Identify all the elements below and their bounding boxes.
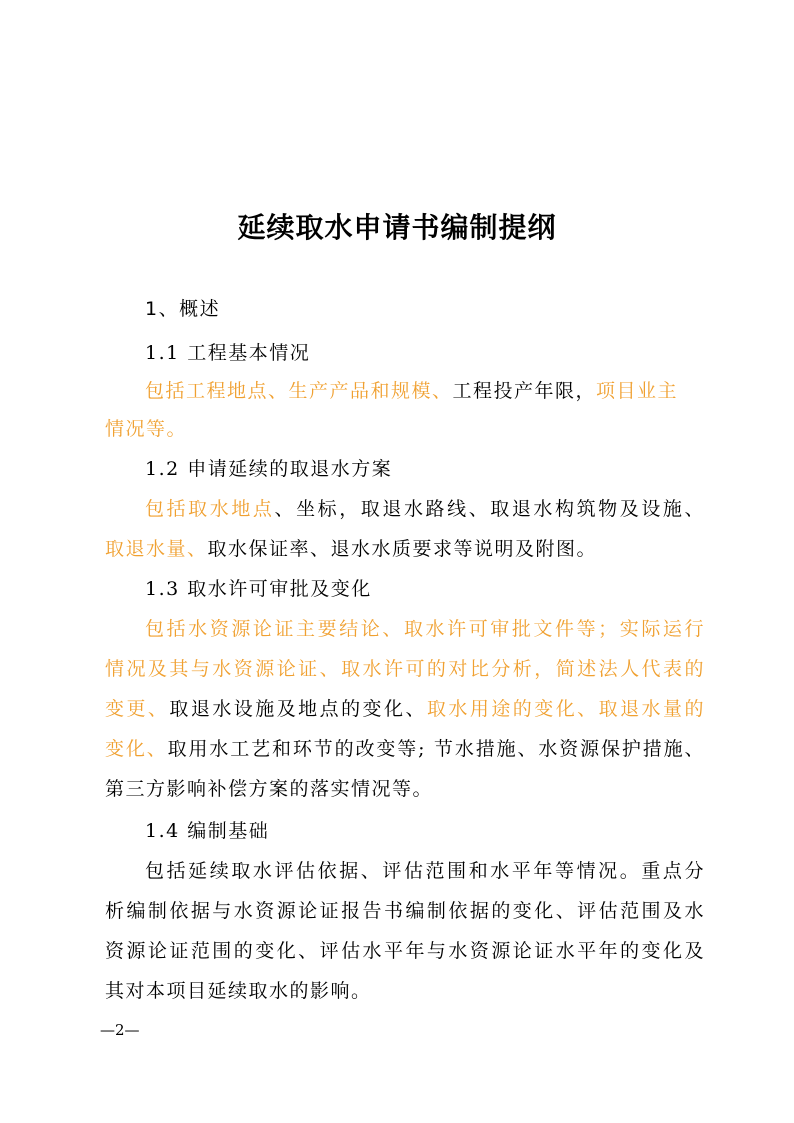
section-1-2-heading: 1.2 申请延续的取退水方案 — [145, 458, 393, 480]
section-1-4-line-1: 包括延续取水评估依据、评估范围和水平年等情况。重点分 — [145, 860, 705, 882]
section-1-2-line-1 — [145, 492, 705, 526]
highlighted-text: 包括取水地点 — [145, 498, 275, 520]
body-text: 工程投产年限， — [452, 380, 597, 402]
section-1-heading: 1、概述 — [145, 298, 221, 320]
document-title: 延续取水申请书编制提纲 — [237, 211, 557, 244]
section-1-1-line-1 — [145, 374, 705, 408]
section-1-4-heading: 1.4 编制基础 — [145, 820, 270, 842]
section-1-4-line-2: 析编制依据与水资源论证报告书编制依据的变化、评估范围及水 — [105, 900, 705, 922]
section-1-3-line-4 — [105, 732, 705, 766]
section-1-4-line-4: 其对本项目延续取水的影响。 — [105, 980, 372, 1002]
section-1-4-line-3: 资源论证范围的变化、评估水平年与水资源论证水平年的变化及 — [105, 940, 705, 962]
section-1-3-line-1: 包括水资源论证主要结论、取水许可审批文件等；实际运行 — [145, 618, 705, 640]
highlighted-text: 取水用途的变化、取退水量的 — [426, 698, 705, 720]
body-text: 取退水设施及地点的变化、 — [169, 698, 427, 720]
body-text: 取用水工艺和环节的改变等; 节水措施、水资源保护措施、 — [167, 738, 705, 760]
highlighted-text: 包括工程地点、生产产品和规模、 — [145, 380, 453, 402]
body-text: 、坐标，取退水路线、取退水构筑物及设施、 — [274, 498, 705, 520]
body-text: 取水保证率、退水水质要求等说明及附图。 — [207, 538, 598, 560]
section-1-3-line-3 — [105, 692, 705, 726]
page-number: —2— — [100, 1021, 140, 1039]
section-1-3-line-5: 第三方影响补偿方案的落实情况等。 — [105, 778, 434, 800]
highlighted-text: 取退水量、 — [105, 538, 208, 560]
section-1-1-heading: 1.1 工程基本情况 — [145, 342, 311, 364]
section-1-1-line-2 — [105, 412, 705, 446]
section-1-2-line-2 — [105, 532, 705, 566]
highlighted-text: 项目业主 — [596, 380, 679, 402]
highlighted-text: 变更、 — [105, 698, 170, 720]
section-1-3-heading: 1.3 取水许可审批及变化 — [145, 578, 372, 600]
highlighted-text: 变化、 — [105, 738, 168, 760]
section-1-3-line-2: 情况及其与水资源论证、取水许可的对比分析，简述法人代表的 — [105, 658, 705, 680]
highlighted-text: 情况等。 — [105, 418, 188, 440]
